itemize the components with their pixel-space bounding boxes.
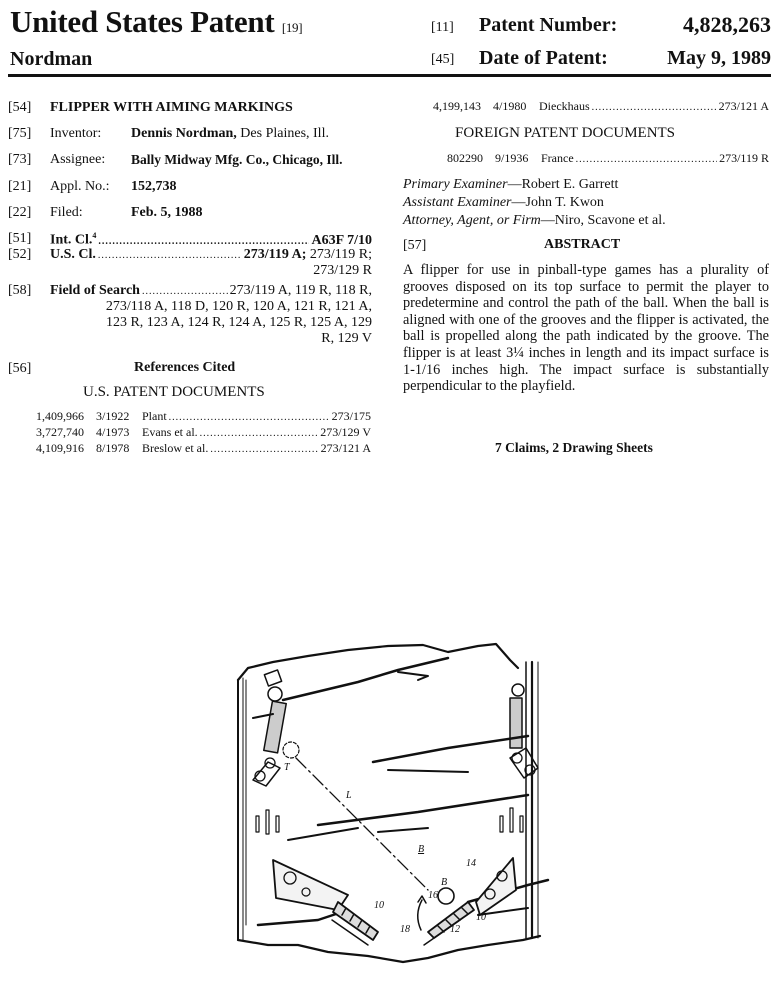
reference-number: 4,109,916 <box>36 441 84 455</box>
inventor-surname: Nordman <box>10 48 93 70</box>
leader-dots <box>98 250 242 261</box>
foreign-reference-row <box>447 151 769 166</box>
appl-no-code: [21] <box>8 179 32 194</box>
filed-label: Filed: <box>50 205 83 220</box>
drawing-label-10-right: 10 <box>476 912 486 923</box>
drawing-label-14: 14 <box>466 858 476 869</box>
primary-examiner-name: —Robert E. Garrett <box>507 177 619 192</box>
inventor-code: [75] <box>8 126 32 141</box>
abstract-heading: ABSTRACT <box>544 237 621 252</box>
us-cl-label: U.S. Cl. <box>50 247 96 262</box>
reference-name: Evans et al. <box>142 425 198 439</box>
reference-class: 273/119 R <box>719 151 769 165</box>
document-type-title <box>10 4 302 40</box>
inventor-label: Inventor: <box>50 126 102 141</box>
us-reference-row <box>36 425 371 440</box>
reference-name: Plant <box>142 409 167 423</box>
title-code: [19] <box>281 20 303 35</box>
leader-dots <box>200 428 319 439</box>
claims-summary: 7 Claims, 2 Drawing Sheets <box>495 440 653 455</box>
reference-date: 3/1922 <box>96 409 130 423</box>
field-of-search-line: R, 129 V <box>321 331 372 346</box>
int-cl-code: [51] <box>8 231 32 246</box>
leader-dots <box>592 102 717 113</box>
us-cl-value-primary: 273/119 A; <box>243 247 307 262</box>
patent-number-code: [11] <box>431 20 454 35</box>
invention-title: FLIPPER WITH AIMING MARKINGS <box>50 100 293 115</box>
inventor-value <box>131 126 329 142</box>
leader-dots <box>169 412 330 423</box>
field-of-search-line: 273/119 A, 119 R, 118 R, <box>229 283 372 298</box>
reference-class: 273/121 A <box>320 441 371 455</box>
drawing-label-16: 16 <box>428 890 438 901</box>
appl-no-value: 152,738 <box>131 179 177 194</box>
leader-dots <box>576 154 717 165</box>
drawing-label-ball: B <box>441 877 448 888</box>
reference-name: Breslow et al. <box>142 441 209 455</box>
assistant-examiner-name: —John T. Kwon <box>511 195 604 210</box>
drawing-label-10-left: 10 <box>374 900 384 911</box>
field-of-search-code: [58] <box>8 283 32 298</box>
reference-date: 4/1973 <box>96 425 130 439</box>
us-reference-row <box>36 441 371 456</box>
references-heading: References Cited <box>134 360 236 375</box>
leader-dots <box>98 236 309 247</box>
reference-class: 273/175 <box>331 409 371 423</box>
leader-dots <box>210 444 318 455</box>
attorney-label: Attorney, Agent, or Firm <box>403 213 541 228</box>
drawing-label-playfield: B <box>418 844 425 855</box>
leader-dots <box>142 286 228 297</box>
patent-drawing-playfield <box>228 640 558 980</box>
drawing-label-l: L <box>346 790 352 801</box>
reference-class: 273/121 A <box>718 99 769 113</box>
reference-class: 273/129 V <box>320 425 371 439</box>
references-code: [56] <box>8 361 32 376</box>
inventor-name: Dennis Nordman, <box>131 126 237 141</box>
reference-number: 3,727,740 <box>36 425 84 439</box>
us-cl-code: [52] <box>8 247 32 262</box>
reference-name: France <box>541 151 574 165</box>
us-reference-row <box>36 409 371 424</box>
attorney <box>403 213 666 229</box>
appl-no-label: Appl. No.: <box>50 179 110 194</box>
reference-number: 1,409,966 <box>36 409 84 423</box>
field-of-search-row <box>50 283 372 299</box>
filed-value: Feb. 5, 1988 <box>131 205 203 220</box>
drawing-label-18: 18 <box>400 924 410 935</box>
us-cl-value-secondary: 273/119 R; <box>309 247 372 262</box>
torn-edge-bottom <box>238 936 540 962</box>
inventor-location: Des Plaines, Ill. <box>240 126 329 141</box>
int-cl-row <box>50 231 372 249</box>
primary-examiner <box>403 177 618 193</box>
reference-number: 802290 <box>447 151 483 165</box>
us-cl-row <box>50 247 372 263</box>
drawing-label-t: T <box>284 762 290 773</box>
drawing-label-12: 12 <box>450 924 460 935</box>
patent-date: May 9, 1989 <box>667 47 771 69</box>
primary-examiner-label: Primary Examiner <box>403 177 508 192</box>
reference-date: 4/1980 <box>493 99 527 113</box>
title-field-code: [54] <box>8 100 32 115</box>
date-label: Date of Patent: <box>479 47 608 69</box>
patent-number-label: Patent Number: <box>479 14 618 36</box>
assignee-code: [73] <box>8 152 32 167</box>
field-of-search-label: Field of Search <box>50 283 140 298</box>
assistant-examiner-label: Assistant Examiner <box>403 195 512 210</box>
field-of-search-line: 123 R, 123 A, 124 R, 124 A, 125 R, 125 A, 129 <box>105 315 372 330</box>
header-rule <box>8 74 771 77</box>
assignee-value: Bally Midway Mfg. Co., Chicago, Ill. <box>131 152 343 167</box>
reference-date: 9/1936 <box>495 151 529 165</box>
us-reference-row <box>433 99 769 114</box>
us-patent-documents-heading: U.S. PATENT DOCUMENTS <box>83 384 265 400</box>
title-text: United States Patent <box>10 4 275 39</box>
date-code: [45] <box>431 52 455 67</box>
assignee-label: Assignee: <box>50 152 106 167</box>
reference-name: Dieckhaus <box>539 99 590 113</box>
filed-code: [22] <box>8 205 32 220</box>
patent-number: 4,828,263 <box>683 12 771 37</box>
us-cl-value-line2: 273/129 R <box>313 263 372 278</box>
attorney-name: —Niro, Scavone et al. <box>540 213 666 228</box>
field-of-search-line: 273/118 A, 118 D, 120 R, 120 A, 121 R, 121 A, <box>105 299 372 314</box>
reference-number: 4,199,143 <box>433 99 481 113</box>
int-cl-label: Int. Cl.$^4$ <box>50 231 97 248</box>
foreign-patent-documents-heading: FOREIGN PATENT DOCUMENTS <box>455 125 676 141</box>
abstract-code: [57] <box>403 238 427 253</box>
reference-date: 8/1978 <box>96 441 130 455</box>
int-cl-value: A63F 7/10 <box>311 232 372 248</box>
assistant-examiner <box>403 195 604 211</box>
abstract-text: A flipper for use in pinball-type games has a plurality of grooves disposed on its top surface to permit the player to predetermine and control the path of the ball. When the ball is aligned with one of the grooves and the flipper is activated, the ball is propelled along the path indicated by the groove. The flipper is at least 3¼ inches in length and its impact surface is 1-1/16 inches high. The impact surface is substantially perpendicular to the playfield. <box>403 262 769 395</box>
